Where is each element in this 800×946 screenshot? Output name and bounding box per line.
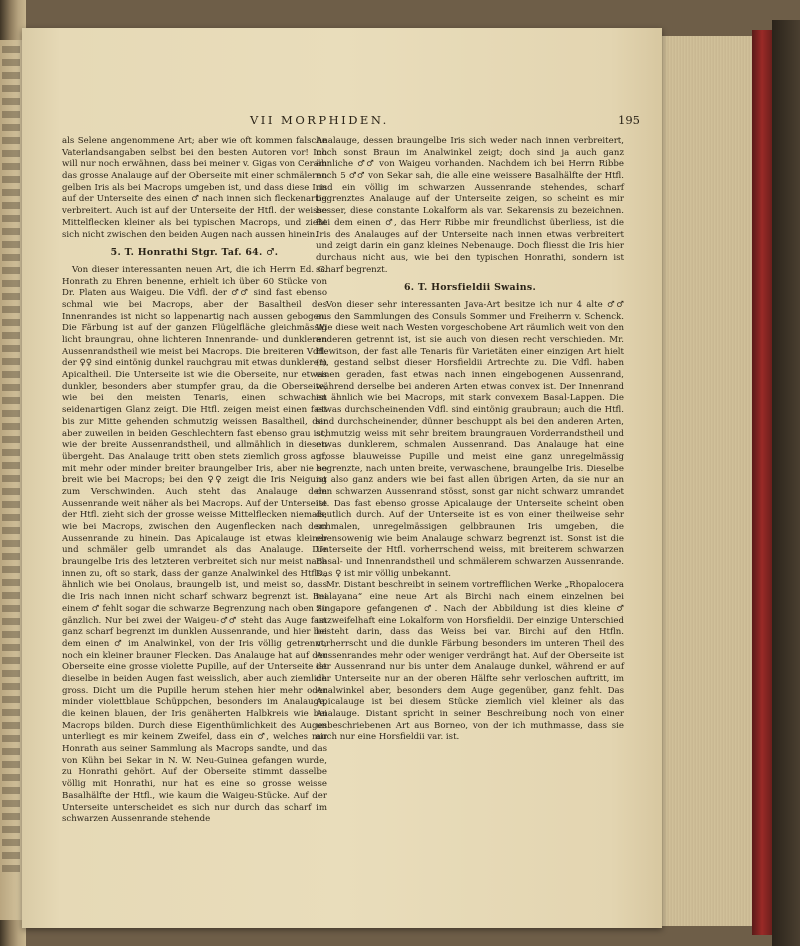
right-column <box>316 136 624 744</box>
paragraph: Von dieser interessanten neuen Art, die ich Herrn Ed. G. Honrath zu Ehren benenne, erhielt ich über 60 Stücke von Dr. Platen aus Waigeu. Die Vdfl. der ♂♂ sind fast ebenso schmal wie bei Macrops, aber der Basaltheil des Innenrandes ist nicht so lappenartig nach aussen gebogen. Die Färbung ist auf der ganzen Flügelfläche gleichmässig licht braungrau, ohne lichteren Innenrande- und dunkleren Aussenrandstheil wie meist bei Macrops. Die breiteren Vdfl. der ♀♀ sind eintönig dunkel rauchgrau mit etwas dunklerem Apicaltheil. Die Unterseite ist wie die Oberseite, nur etwas dunkler, besonders aber stumpfer grau, da die Oberseite, wie bei den meisten Tenaris, einen schwachen seidenartigen Glanz zeigt. Die Htfl. zeigen meist einen fast bis zur Mitte gehenden schmutzig weissen Basaltheil, der aber zuweilen in beiden Geschlechtern fast ebenso grau ist, wie der breite Aussenrandstheil, und allmählich in diesen übergeht. Das Analauge tritt oben stets ziemlich gross auf, mit mehr oder minder breiter braungelber Iris, aber nie so breit wie bei Macrops; bei den ♀♀ zeigt die Iris Neigung zum Verschwinden. Auch steht das Analauge dem Aussenrande weit näher als bei Macrops. Auf der Unterseite der Htfl. zieht sich der grosse weisse Mittelflecken niemals, wie bei Macrops, zwischen den Augenflecken nach dem Aussenrande zu hinein. Das Apicalauge ist etwas kleiner und schmäler gelb umrandet als das Analauge. Die braungelbe Iris des letzteren verbreitet sich nur meist nach innen zu, oft so stark, dass der ganze Analwinkel des Htfls., ähnlich wie bei Onolaus, braungelb ist, und meist so, dass die Iris nach innen nicht scharf schwarz begrenzt ist. Bei einem ♂ fehlt sogar die schwarze Begrenzung nach oben zu gänzlich. Nur bei zwei der Waigeu-♂♂ steht das Auge fast ganz scharf begrenzt im dunklen Aussenrande, und hier bei dem einen ♂ im Analwinkel, von der Iris völlig getrennt, noch ein kleiner brauner Flecken. Das Analauge hat auf der Oberseite eine grosse violette Pupille, auf der Unterseite ist dieselbe in beiden Augen fast weisslich, aber auch ziemlich gross. Dicht um die Pupille herum stehen hier mehr oder minder violettblaue Schüppchen, besonders im Analauge, die keinen blauen, der Iris genäherten Halbkreis wie bei Macrops bilden. Durch diese Eigenthümlichkeit des Auges unterliegt es mir keinem Zweifel, dass ein ♂, welches mir Honrath aus seiner Sammlung als Macrops sandte, und das von Kühn bei Sekar in N. W. Neu-Guinea gefangen wurde, zu Honrathi gehört. Auf der Oberseite stimmt dasselbe völlig mit Honrathi, nur hat es eine so grosse weisse Basalhälfte der Htfl., wie kaum die Waigeu-Stücke. Auf der Unterseite unterscheidet es sich nur durch das scharf im schwarzen Aussenrande stehende <box>62 264 327 825</box>
section-heading: 5. T. Honrathi Stgr. Taf. 64. ♂. <box>110 247 279 259</box>
page-number: 195 <box>618 113 640 127</box>
left-column <box>62 136 327 826</box>
running-header <box>60 113 640 131</box>
paragraph: Von dieser sehr interessanten Java-Art besitze ich nur 4 alte ♂♂ aus den Sammlungen des Consuls Sommer und Freiherrn v. Schenck. Wie diese weit nach Westen vorgeschobene Art räumlich weit von den anderen getrennt ist, ist sie auch von diesen recht verschieden. Mr. Hewitson, der fast alle Tenaris für Varietäten einer einzigen Art hielt (!), gestand selbst dieser Horsfieldii Artrechte zu. Die Vdfl. haben einen geraden, fast etwas nach innen eingebogenen Aussenrand, während derselbe bei anderen Arten etwas convex ist. Der Innenrand ist ähnlich wie bei Macrops, mit stark convexem Basal-Lappen. Die etwas durchscheinenden Vdfl. sind eintönig graubraun; auch die Htfl. sind durchscheinender, dünner beschuppt als bei den anderen Arten, schmutzig weiss mit sehr breitem braungrauen Vorderrandstheil und etwas dunklerem, schmalen Aussenrand. Das Analauge hat eine grosse blauweisse Pupille und meist eine ganz unregelmässig begrenzte, nach unten breite, verwaschene, braungelbe Iris. Dieselbe ist also ganz anders wie bei fast allen übrigen Arten, da sie nur an den schwarzen Aussenrand stösst, sonst gar nicht schwarz umrandet ist. Das fast ebenso grosse Apicalauge der Unterseite scheint oben deutlich durch. Auf der Unterseite ist es von einer theilweise sehr schmalen, unregelmässigen gelbbraunen Iris umgeben, die ebensowenig wie beim Analauge schwarz begrenzt ist. Sonst ist die Unterseite der Htfl. vorherrschend weiss, mit breiterem schwarzen Basal- und Innenrandstheil und schmälerem schwarzen Aussenrande. Das ♀ ist mir völlig unbekannt. <box>316 299 624 579</box>
paragraph: als Selene angenommene Art; aber wie oft kommen falsche Vaterlandsangaben selbst bei den besten Autoren vor! Ich will nur noch erwähnen, dass bei meiner v. Gigas von Ceram das grosse Analauge auf der Oberseite mit einer schmäleren gelben Iris als bei Macrops umgeben ist, und dass diese Iris auf der Unterseite des einen ♂ nach innen sich fleckenartig verbreitert. Auch ist auf der Unterseite der Htfl. der weisse Mittelflecken kleiner als bei typischen Macrops, und zieht sich nicht zwischen den beiden Augen nach aussen hinein. <box>62 136 328 240</box>
running-title: VII MORPHIDEN. <box>250 113 389 127</box>
red-book-cover <box>752 30 772 935</box>
paragraph: Analauge, dessen braungelbe Iris sich weder nach innen verbreitert, noch sonst Braun im Analwinkel zeigt; doch sind ja auch ganz ähnliche ♂♂ von Waigeu vorhanden. Nachdem ich bei Herrn Ribbe noch 5 ♂♂ von Sekar sah, die alle eine weissere Basalhälfte der Htfl. und ein völlig im schwarzen Aussenrande stehendes, scharf begrenztes Analauge auf der Unterseite zeigen, so scheint es mir besser, diese constante Lokalform als var. Sekarensis zu bezeichnen. Bei dem einen ♂, das Herr Ribbe mir freundlichst überliess, ist die Iris des Analauges auf der Unterseite nach innen etwas verbreitert und zeigt darin ein ganz kleines Nebenauge. Doch fliesst die Iris hier durchaus nicht aus, wie bei den typischen Honrathi, sondern ist scharf begrenzt. <box>316 136 624 275</box>
section-heading: 6. T. Horsfieldii Swains. <box>403 282 537 294</box>
previous-page-edge <box>0 40 22 920</box>
cover-back-edge <box>772 20 800 946</box>
paragraph: Mr. Distant beschreibt in seinem vortrefflichen Werke „Rhopalocera malayana“ eine neue Art als Birchi nach einem einzelnen bei Singapore gefangenen ♂. Nach der Abbildung ist dies kleine ♂ unzweifelhaft eine Lokalform von Horsfieldii. Der einzige Unterschied besteht darin, dass das Weiss bei var. Birchi auf den Htfln. vorherrscht und die dunkle Färbung besonders im unteren Theil des Aussenrandes mehr oder weniger verdrängt hat. Auf der Oberseite ist der Aussenrand nur bis unter dem Analauge dunkel, während er auf der Unterseite nur an der oberen Hälfte sehr verloschen auftritt, im Analwinkel aber, besonders dem Auge gegenüber, ganz fehlt. Das Apicalauge ist bei diesem Stücke ziemlich viel kleiner als das Analauge. Distant spricht in seiner Beschreibung noch von einer unbeschriebenen Art aus Borneo, von der ich muthmasse, dass sie auch nur eine Horsfieldii var. ist. <box>316 580 624 743</box>
